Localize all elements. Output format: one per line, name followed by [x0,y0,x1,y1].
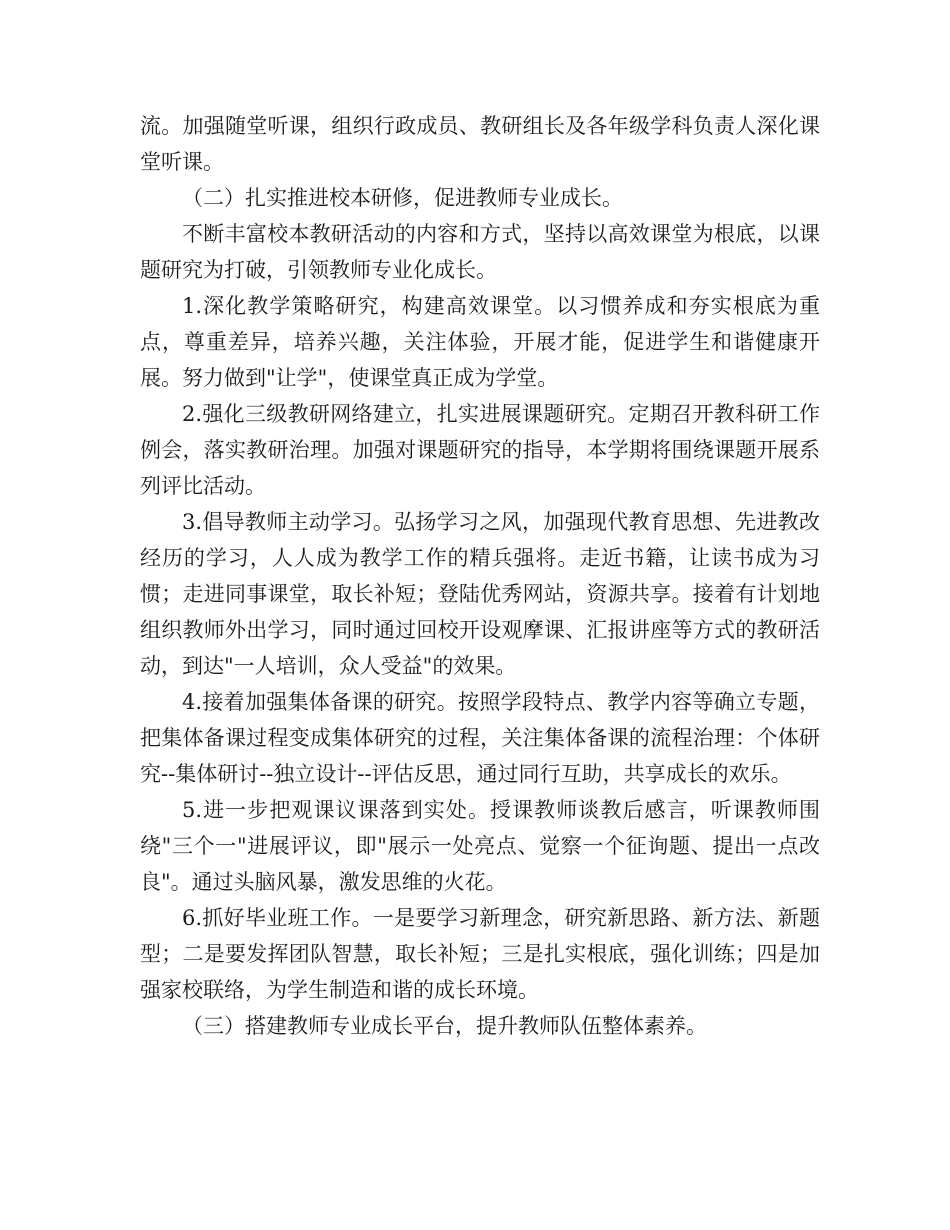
list-item-2: 2.强化三级教研网络建立，扎实进展课题研究。定期召开教科研工作例会，落实教研治理。加强对课题研究的指导，本学期将围绕课题开展系列评比活动。 [140,402,820,498]
list-item-6: 6.抓好毕业班工作。一是要学习新理念，研究新思路、新方法、新题型；二是要发挥团队智慧，取长补短；三是扎实根底，强化训练；四是加强家校联络，为学生制造和谐的成长环境。 [140,906,820,1002]
list-item-3: 3.倡导教师主动学习。弘扬学习之风，加强现代教育思想、先进教改经历的学习，人人成为教学工作的精兵强将。走近书籍，让读书成为习惯；走进同事课堂，取长补短；登陆优秀网站，资源共享。接着有计划地组织教师外出学习，同时通过回校开设观摩课、汇报讲座等方式的教研活动，到达"一人培训，众人受益"的效果。 [140,510,820,678]
paragraph-continuation: 流。加强随堂听课，组织行政成员、教研组长及各年级学科负责人深化课堂听课。 [140,114,820,174]
section-heading-2: （二）扎实推进校本研修，促进教师专业成长。 [182,186,623,210]
list-item-5: 5.进一步把观课议课落到实处。授课教师谈教后感言，听课教师围绕"三个一"进展评议，即"展示一处亮点、觉察一个征询题、提出一点改良"。通过头脑风暴，激发思维的火花。 [140,798,820,894]
list-item-4: 4.接着加强集体备课的研究。按照学段特点、教学内容等确立专题，把集体备课过程变成集体研究的过程，关注集体备课的流程治理：个体研究--集体研讨--独立设计--评估反思，通过同行互助，共享成长的欢乐。 [140,690,820,786]
section-heading-3: （三）搭建教师专业成长平台，提升教师队伍整体素养。 [182,1014,707,1038]
body-text [140,108,820,1044]
list-item-1: 1.深化教学策略研究，构建高效课堂。以习惯养成和夯实根底为重点，尊重差异，培养兴趣，关注体验，开展才能，促进学生和谐健康开展。努力做到"让学"，使课堂真正成为学堂。 [140,294,820,390]
paragraph-intro: 不断丰富校本教研活动的内容和方式，坚持以高效课堂为根底，以课题研究为打破，引领教师专业化成长。 [140,222,820,282]
